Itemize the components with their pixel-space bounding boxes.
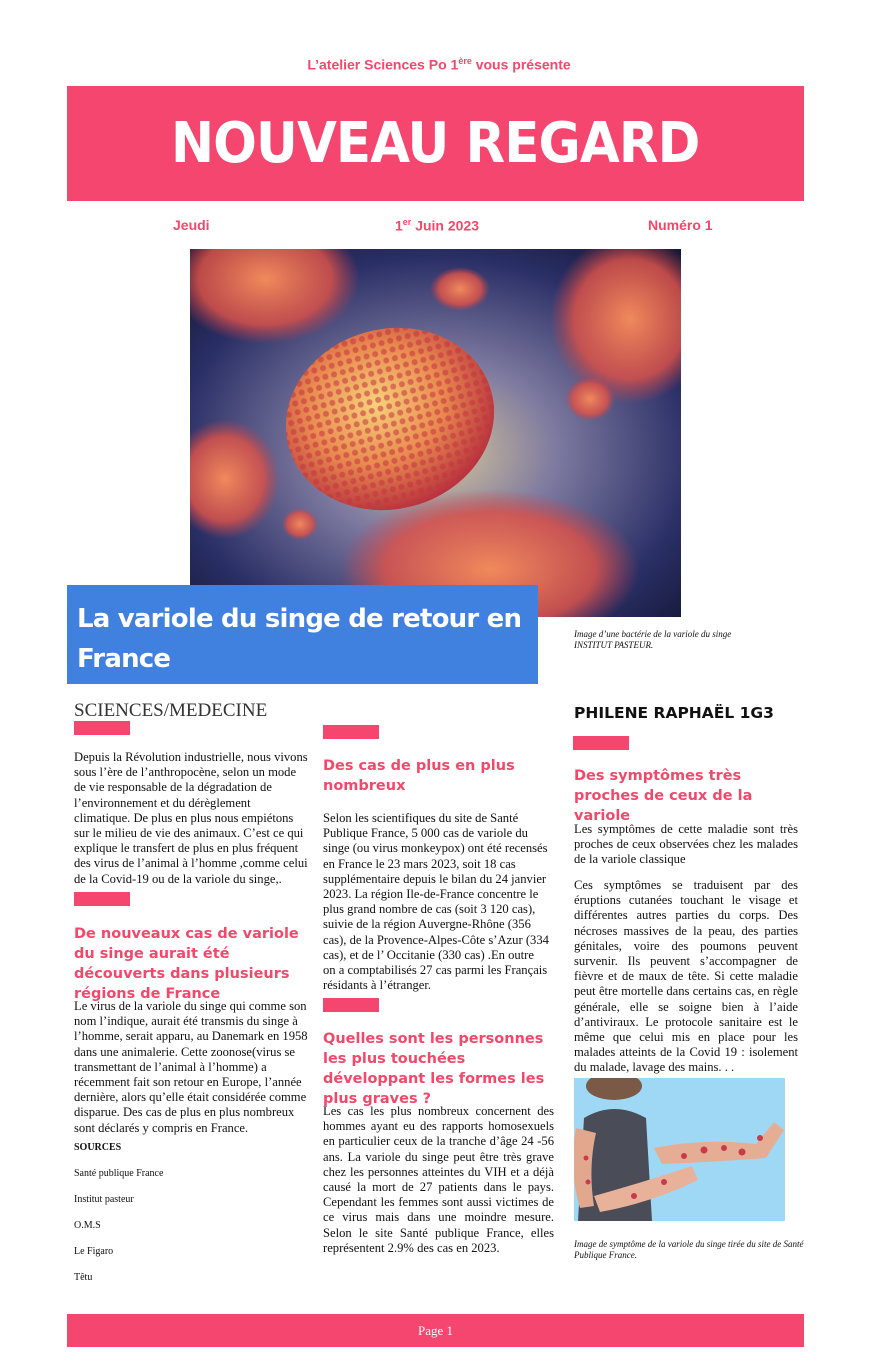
page-footer bbox=[67, 1314, 804, 1347]
source-item: Têtu bbox=[74, 1272, 93, 1283]
page-number: Page 1 bbox=[417, 1322, 454, 1338]
accent-bar bbox=[323, 998, 379, 1012]
intro-text-end: vous présente bbox=[471, 56, 571, 73]
accent-bar bbox=[74, 892, 130, 906]
col1-paragraph-2: Le virus de la variole du singe qui comme son nom l’indique, aurait été transmis du singe à l’homme, serait apparu, au Danemark en 1958 dans une animalerie. Cette zoonose(virus se transmettant de l’animal à l’homme) a récemment fait son retour en Europe, l’année dernière, alors qu’elle était considérée comme disparue. Des cas de plus en plus nombreux sont déclarés y compris en France. bbox=[74, 999, 308, 1135]
source-item: Institut pasteur bbox=[74, 1194, 134, 1205]
col2-paragraph-1: Selon les scientifiques du site de Santé Publique France, 5 000 cas de variole du singe (ou virus monkeypox) ont été recensés en France le 23 mars 2023, soit 18 cas supplémentaire depuis le bilan du 24 janvier 2023. La région Ile-de-France concentre le plus grand nombre de cas (soit 3 120 cas), suivie de la région Auvergne-Rhône (356 cas), de la Provence-Alpes-Côte s’Azur (334 cas), et de l’ Occitanie (330 cas) .En outre on a comptabilisés 27 cas parmi les Français résidants à l’étranger. bbox=[323, 811, 549, 993]
date-day: 1 bbox=[395, 217, 403, 234]
col1-paragraph-1: Depuis la Révolution industrielle, nous vivons sous l’ère de l’anthropocène, selon un mode de vie responsable de la dégradation de l’environnement et du dérèglement climatique. De plus en plus nous empiétons sur le milieu de vie des animaux. C’est ce qui explique le transfert de plus en plus fréquent des virus de l’animal à l’homme ,comme celui de la Covid-19 ou de la variole du singe,. bbox=[74, 750, 308, 886]
source-item: O.M.S bbox=[74, 1220, 101, 1231]
date-label bbox=[395, 217, 479, 234]
date-month-year: Juin 2023 bbox=[411, 217, 480, 234]
sources-title: SOURCES bbox=[74, 1142, 122, 1153]
newspaper-title: NOUVEAU REGARD bbox=[171, 111, 700, 176]
accent-bar bbox=[74, 721, 130, 735]
intro-sup: ère bbox=[458, 56, 472, 66]
arm-rash-illustration bbox=[574, 1078, 785, 1221]
source-item: Le Figaro bbox=[74, 1246, 114, 1257]
issue-label: Numéro 1 bbox=[648, 217, 713, 233]
col3-paragraph-1: Les symptômes de cette maladie sont très proches de ceux observées chez les malades de la variole classique bbox=[574, 822, 798, 867]
col1-subheading: De nouveaux cas de variole du singe aurait été découverts dans plusieurs régions de France bbox=[74, 926, 299, 1002]
source-item: Santé publique France bbox=[74, 1168, 164, 1179]
headline-box bbox=[67, 585, 538, 684]
hero-caption-line2: INSTITUT PASTEUR. bbox=[574, 640, 654, 650]
symptom-caption: Image de symptôme de la variole du singe tirée du site de Santé Publique France. bbox=[574, 1239, 804, 1260]
section-label: SCIENCES/MEDECINE bbox=[74, 700, 268, 721]
accent-bar bbox=[323, 725, 379, 739]
hero-caption-line1: Image d’une bactérie de la variole du singe bbox=[574, 629, 732, 639]
accent-bar bbox=[573, 736, 629, 750]
intro-line bbox=[0, 56, 878, 73]
masthead bbox=[67, 86, 804, 201]
main-headline: La variole du singe de retour en France bbox=[77, 604, 522, 674]
col3-subheading: Des symptômes très proches de ceux de la variole bbox=[574, 768, 753, 824]
col2-paragraph-2: Les cas les plus nombreux concernent des hommes ayant eu des rapports homosexuels en particulier ceux de la tranche d’âge 24 -56 ans. La variole du singe peut être très grave chez les personnes atteintes du VIH et a déjà causé la mort de 27 patients dans le pays. Cependant les femmes sont aussi victimes de ce virus mais dans une moindre mesure. Selon le site Santé publique France, elles représentent 2.9% des cas en 2023. bbox=[323, 1104, 554, 1255]
author-name: PHILENE RAPHAËL 1G3 bbox=[574, 704, 774, 722]
symptom-photo bbox=[574, 1078, 785, 1221]
col2-subheading-1: Des cas de plus en plus nombreux bbox=[323, 758, 515, 794]
col3-paragraph-2: Ces symptômes se traduisent par des éruptions cutanées touchant le visage et différentes autres parties du corps. Des nécroses massives de la peau, des parties génitales, voire des poumons peuvent survenir. Ils peuvent s’accompagner de fièvre et de maux de tête. Si cette maladie peut être mortelle dans certains cas, en règle générale, elle se soigne bien à l’aide d’antiviraux. Le protocole sanitaire est le même que celui mis en place pour les malades atteints de la Covid 19 : isolement du malade, lavage des mains. . . bbox=[574, 878, 798, 1075]
hero-caption bbox=[574, 629, 774, 651]
virus-illustration bbox=[190, 249, 681, 617]
day-label: Jeudi bbox=[173, 217, 210, 233]
col2-subheading-2: Quelles sont les personnes les plus touchées développant les formes les plus graves ? bbox=[323, 1031, 545, 1107]
hero-image bbox=[190, 249, 681, 617]
date-sup: er bbox=[402, 217, 412, 227]
intro-text: L’atelier Sciences Po 1 bbox=[307, 56, 459, 73]
